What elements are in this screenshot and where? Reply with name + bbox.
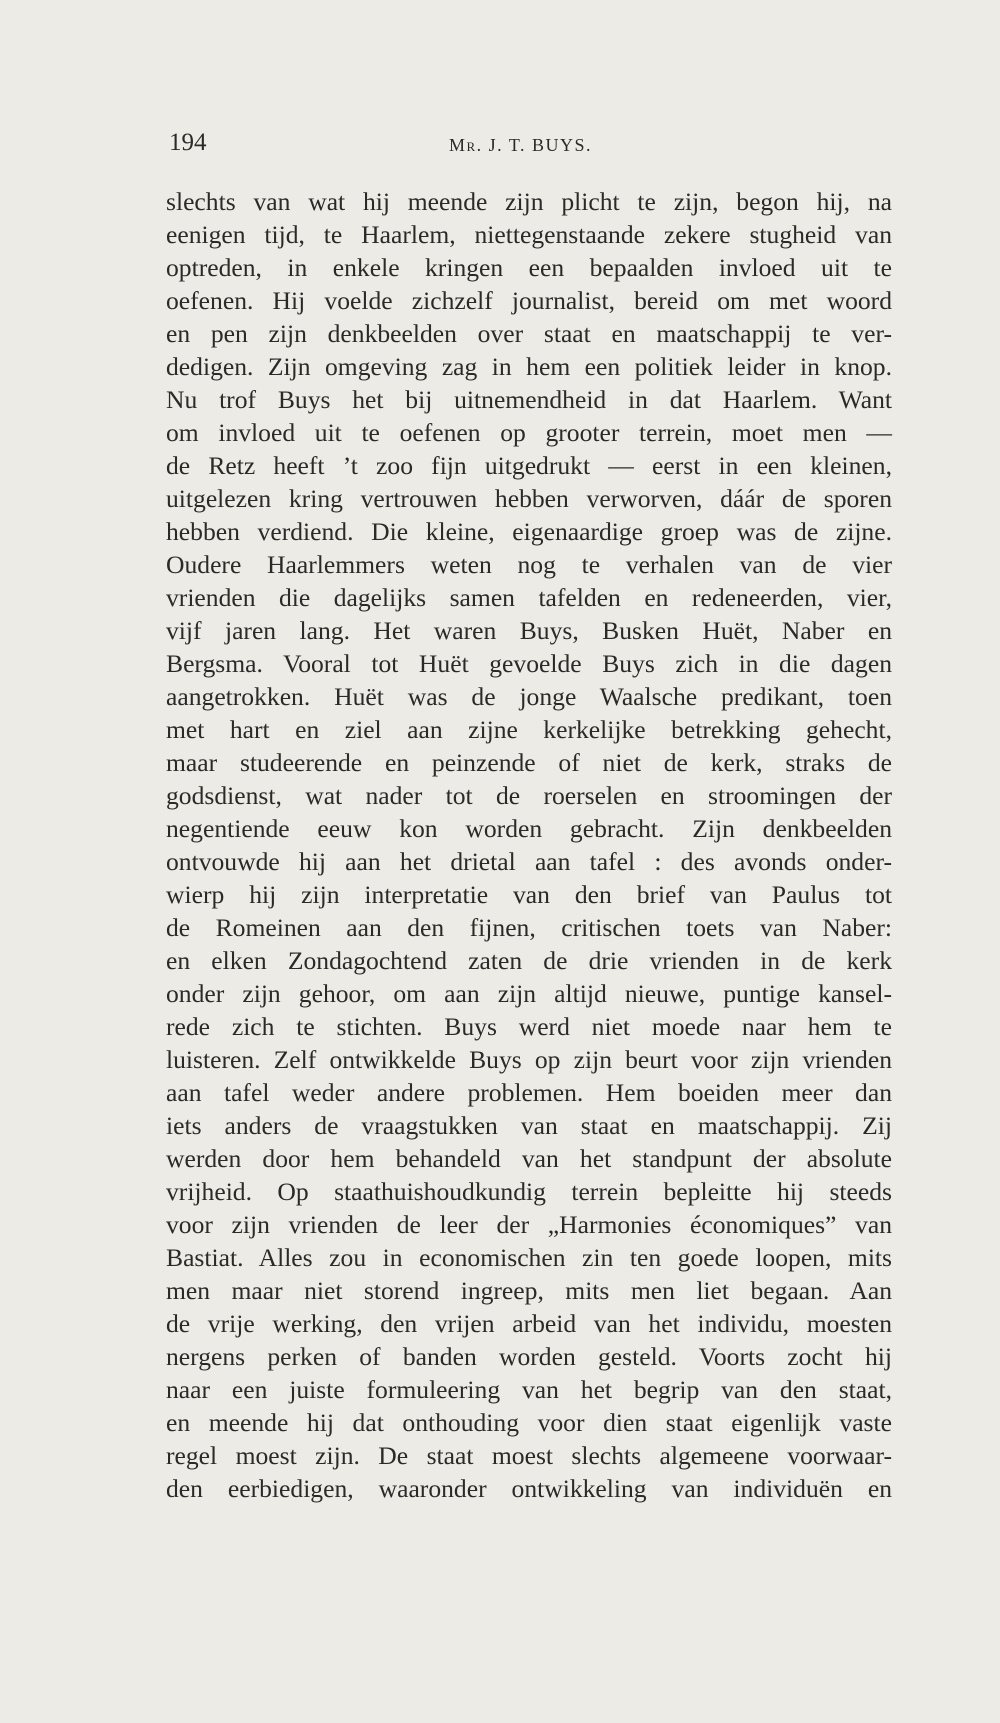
text-line: de vrije werking, den vrijen arbeid van het individu, moesten [166,1309,892,1338]
text-line: naar een juiste formuleering van het begrip van den staat, [166,1375,892,1404]
text-line: voor zijn vrienden de leer der „Harmonies économiques” van [166,1210,892,1239]
text-line: Bergsma. Vooral tot Huët gevoelde Buys zich in die dagen [166,649,892,678]
text-line: en meende hij dat onthouding voor dien staat eigenlijk vaste [166,1408,892,1437]
text-line: aan tafel weder andere problemen. Hem boeiden meer dan [166,1078,892,1107]
running-head: Mr. J. T. BUYS. [449,135,593,155]
page-number: 194 [169,129,207,156]
text-line: men maar niet storend ingreep, mits men liet begaan. Aan [166,1276,892,1305]
text-line: rede zich te stichten. Buys werd niet moede naar hem te [166,1012,892,1041]
text-line: wierp hij zijn interpretatie van den brief van Paulus tot [166,880,892,909]
text-line: godsdienst, wat nader tot de roerselen en stroomingen der [166,781,892,810]
text-line: vrijheid. Op staathuishoudkundig terrein bepleitte hij steeds [166,1177,892,1206]
text-line: aangetrokken. Huët was de jonge Waalsche predikant, toen [166,682,892,711]
text-line: uitgelezen kring vertrouwen hebben verworven, dáár de sporen [166,484,892,513]
text-line: oefenen. Hij voelde zichzelf journalist, bereid om met woord [166,286,892,315]
text-line: Nu trof Buys het bij uitnemendheid in dat Haarlem. Want [166,385,892,414]
text-line: den eerbiedigen, waaronder ontwikkeling van individuën en [166,1474,892,1503]
text-line: optreden, in enkele kringen een bepaalden invloed uit te [166,253,892,282]
text-line: maar studeerende en peinzende of niet de kerk, straks de [166,748,892,777]
page-header [169,126,891,160]
text-line: dedigen. Zijn omgeving zag in hem een politiek leider in knop. [166,352,892,381]
text-line: werden door hem behandeld van het standpunt der absolute [166,1144,892,1173]
body-text [166,185,892,1505]
text-line: onder zijn gehoor, om aan zijn altijd nieuwe, puntige kansel- [166,979,892,1008]
text-line: en pen zijn denkbeelden over staat en maatschappij te ver- [166,319,892,348]
text-line: regel moest zijn. De staat moest slechts algemeene voorwaar- [166,1441,892,1470]
text-line: iets anders de vraagstukken van staat en maatschappij. Zij [166,1111,892,1140]
text-line: Bastiat. Alles zou in economischen zin ten goede loopen, mits [166,1243,892,1272]
text-line: slechts van wat hij meende zijn plicht te zijn, begon hij, na [166,187,892,216]
text-line: met hart en ziel aan zijne kerkelijke betrekking gehecht, [166,715,892,744]
text-line: luisteren. Zelf ontwikkelde Buys op zijn beurt voor zijn vrienden [166,1045,892,1074]
text-line: de Romeinen aan den fijnen, critischen toets van Naber: [166,913,892,942]
text-line: hebben verdiend. Die kleine, eigenaardige groep was de zijne. [166,517,892,546]
text-line: eenigen tijd, te Haarlem, niettegenstaande zekere stugheid van [166,220,892,249]
text-line: nergens perken of banden worden gesteld. Voorts zocht hij [166,1342,892,1371]
text-line: vijf jaren lang. Het waren Buys, Busken Huët, Naber en [166,616,892,645]
text-line: Oudere Haarlemmers weten nog te verhalen van de vier [166,550,892,579]
text-line: vrienden die dagelijks samen tafelden en redeneerden, vier, [166,583,892,612]
text-line: ontvouwde hij aan het drietal aan tafel : des avonds onder- [166,847,892,876]
text-line: om invloed uit te oefenen op grooter terrein, moet men — [166,418,892,447]
text-line: de Retz heeft ’t zoo fijn uitgedrukt — eerst in een kleinen, [166,451,892,480]
text-line: negentiende eeuw kon worden gebracht. Zijn denkbeelden [166,814,892,843]
text-line: en elken Zondagochtend zaten de drie vrienden in de kerk [166,946,892,975]
